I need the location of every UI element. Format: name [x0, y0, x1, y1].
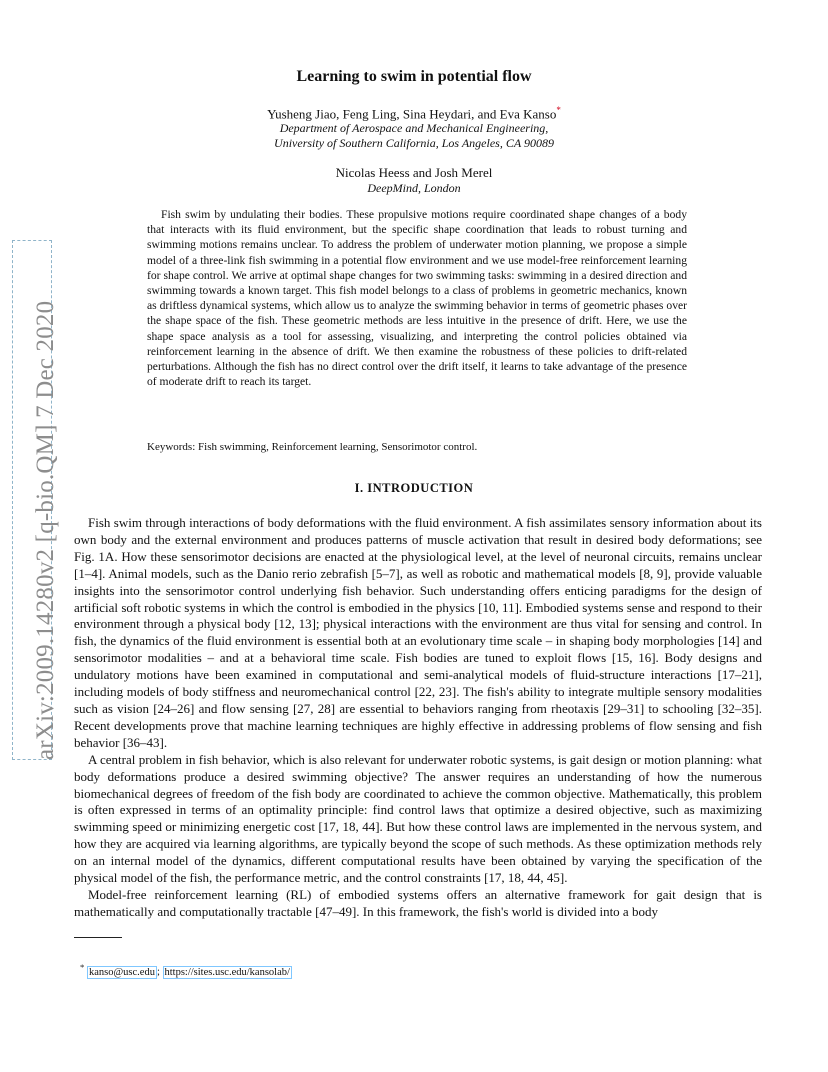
- intro-paragraph-2: A central problem in fish behavior, which is also relevant for underwater robotic systems, is gait design or motion planning: what body deformations produce a desired swimming objective? The answer requires an understanding of how the numerous biomechanical degrees of freedom of the fish body are coordinated to achieve the common objective. Mathematically, this problem is often expressed in terms of an optimality principle: find control laws that optimize a desired objective, such as maximizing swimming speed or minimizing energetic cost [17, 18, 44]. But how these control laws are implemented in the nervous system, and how they are acquired via learning algorithms, are typically beyond the scope of such methods. As these optimization methods rely on an internal model of the dynamics, different computational results have been obtained by varying the specification of the physical model of the fish, the performance metric, and the control constraints [17, 18, 44, 45].: [74, 751, 762, 886]
- keywords: Keywords: Fish swimming, Reinforcement learning, Sensorimotor control.: [147, 441, 478, 453]
- section-heading-introduction: I. INTRODUCTION: [354, 481, 474, 495]
- intro-paragraph-3: Model-free reinforcement learning (RL) of embodied systems offers an alternative framework for gait design that is mathematically and computationally tractable [47–49]. In this framework, the fish's world is divided into a body: [74, 886, 762, 919]
- author-list-2: Nicolas Heess and Josh Merel: [335, 165, 493, 180]
- affiliation-1-line-2: University of Southern California, Los Angeles, CA 90089: [274, 136, 554, 150]
- footnote: [80, 962, 292, 978]
- author-names-1: Yusheng Jiao, Feng Ling, Sina Heydari, and Eva Kanso: [267, 106, 557, 122]
- footnote-separator: ;: [156, 966, 160, 978]
- email-link[interactable]: kanso@usc.edu: [89, 966, 155, 978]
- affiliation-1-line-1: Department of Aerospace and Mechanical Engineering,: [279, 121, 549, 135]
- intro-paragraph-1: Fish swim through interactions of body deformations with the fluid environment. A fish assimilates sensory information about its own body and the external environment and produces patterns of muscle activation that result in desired body deformations; see Fig. 1A. How these sensorimotor decisions are enacted at the physiological level, at the level of neuronal circuits, remains unclear [1–4]. Animal models, such as the Danio rerio zebrafish [5–7], as well as robotic and mathematical models [8, 9], provide valuable insights into the sensorimotor control underlying fish behavior. Such understanding offers enticing paradigms for the design of artificial soft robotic systems in which the control is embodied in the physics [10, 11]. Embodied systems sense and respond to their environment through a physical body [12, 13]; physical interactions with the environment are thus vital for sensing and control. In fish, the dynamics of the fluid environment is essential both at an evolutionary time scale – in shaping body morphologies [14] and sensorimotor modalities – and at a behavioral time scale. Fish bodies are tuned to exploit flows [15, 16]. Body designs and undulatory motions have been examined in computational and semi-analytical models of fluid-structure interactions [17–21], including models of body stiffness and neuromechanical control [22, 23]. The fish's ability to integrate multiple sensory modalities such as vision [24–26] and flow sensing [27, 28] are essential to behaviors ranging from rheotaxis [29–31] to schooling [32–35]. Recent developments prove that machine learning techniques are highly effective in addressing problems of flow sensing and fish behavior [36–43].: [74, 515, 762, 750]
- author-list-1: [0, 105, 828, 122]
- footnote-mark: *: [80, 962, 85, 972]
- arxiv-identifier: arXiv:2009.14280v2 [q-bio.QM] 7 Dec 2020: [32, 300, 59, 760]
- introduction-body: [74, 515, 762, 921]
- affiliation-2: DeepMind, London: [367, 181, 461, 195]
- abstract: Fish swim by undulating their bodies. These propulsive motions require coordinated shape changes of a body that interacts with its fluid environment, but the specific shape coordination that leads to robust turning and swimming motions remains unclear. To address the problem of underwater motion planning, we propose a simple model of a three-link fish swimming in a potential flow environment and we use model-free reinforcement learning for shape control. We arrive at optimal shape changes for two swimming tasks: swimming in a desired direction and swimming towards a known target. This fish model belongs to a class of problems in geometric mechanics, known as driftless dynamical systems, which allow us to analyze the swimming behavior in terms of geometric phases over the shape space of the fish. These geometric methods are less intuitive in the presence of drift. Here, we use the shape space analysis as a tool for assessing, visualizing, and interpreting the control policies obtained via reinforcement learning in the absence of drift. We then examine the robustness of these policies to drift-related perturbations. Although the fish has no direct control over the drift itself, it learns to take advantage of the presence of moderate drift to reach its target.: [147, 208, 687, 389]
- author-footnote-link[interactable]: *: [556, 105, 561, 115]
- paper-title: Learning to swim in potential flow: [296, 68, 532, 85]
- lab-url-link[interactable]: https://sites.usc.edu/kansolab/: [164, 966, 290, 978]
- footnote-rule: [74, 937, 122, 938]
